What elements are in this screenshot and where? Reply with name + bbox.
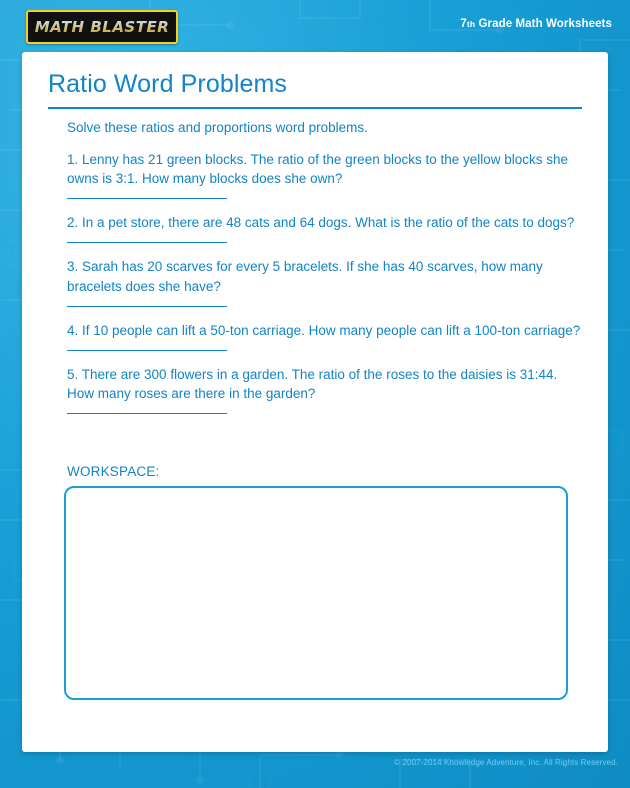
- problem-item: [67, 365, 583, 414]
- workspace-area[interactable]: [64, 486, 568, 700]
- problem-item: [67, 150, 583, 199]
- header-grade-suffix: Grade Math Worksheets: [475, 18, 612, 30]
- problem-list: [67, 150, 583, 428]
- header-grade-title: [460, 18, 612, 30]
- problem-text: 5. There are 300 flowers in a garden. The ratio of the roses to the daisies is 31:44. How many roses are there in the garden?: [67, 366, 558, 402]
- workspace-label: WORKSPACE:: [67, 464, 160, 479]
- problem-text: 4. If 10 people can lift a 50-ton carriage. How many people can lift a 100-ton carriage?: [67, 322, 581, 338]
- page-title: Ratio Word Problems: [48, 70, 288, 98]
- answer-line[interactable]: [67, 242, 227, 243]
- answer-line[interactable]: [67, 413, 227, 414]
- problem-item: [67, 213, 583, 243]
- math-blaster-logo: [26, 10, 178, 44]
- problem-item: [67, 321, 583, 351]
- problem-text: 1. Lenny has 21 green blocks. The ratio of the green blocks to the yellow blocks she owns is 3:1. How many blocks does she own?: [67, 152, 569, 187]
- answer-line[interactable]: [67, 306, 227, 307]
- copyright-text: © 2007-2014 Knowledge Adventure, Inc. All Rights Reserved.: [394, 758, 618, 767]
- problem-text: 3. Sarah has 20 scarves for every 5 bracelets. If she has 40 scarves, how many bracelets does she have?: [67, 259, 543, 294]
- worksheet-sheet: [22, 52, 608, 752]
- header-grade-ordinal: th: [466, 19, 476, 29]
- problem-text: 2. In a pet store, there are 48 cats and 64 dogs. What is the ratio of the cats to dogs?: [67, 215, 575, 231]
- logo-text: MATH BLASTER: [34, 18, 170, 36]
- instructions-text: Solve these ratios and proportions word problems.: [67, 120, 368, 135]
- answer-line[interactable]: [67, 198, 227, 199]
- answer-line[interactable]: [67, 350, 227, 351]
- header-grade-number: 7: [460, 18, 467, 30]
- problem-item: [67, 257, 583, 306]
- title-divider: [48, 107, 582, 109]
